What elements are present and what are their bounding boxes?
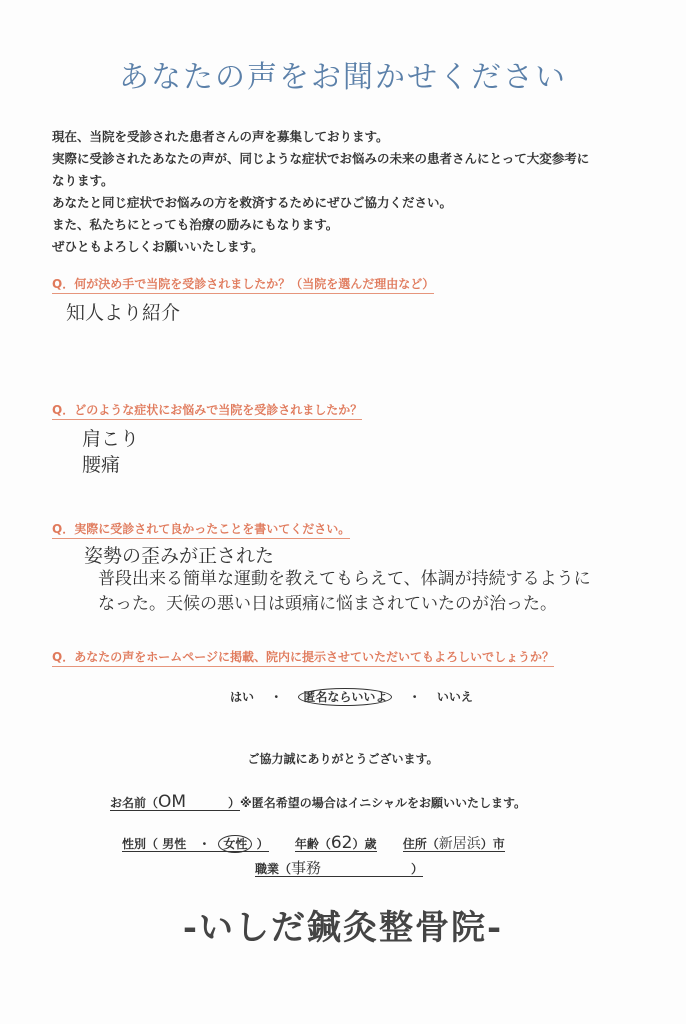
gender-male[interactable]: 男性 xyxy=(162,837,187,851)
separator: ・ xyxy=(408,690,421,704)
close-paren: ） xyxy=(411,862,424,876)
thanks-text: ご協力誠にありがとうございます。 xyxy=(247,752,439,766)
intro-line: また、私たちにとっても治療の励みにもなります。 xyxy=(52,217,339,232)
separator: ・ xyxy=(198,837,211,851)
option-yes[interactable]: はい xyxy=(230,690,255,704)
gender-row xyxy=(122,833,505,853)
option-row xyxy=(230,688,473,705)
name-field[interactable] xyxy=(110,792,241,812)
intro-line: ぜひともよろしくお願いいたします。 xyxy=(52,239,264,254)
job-row xyxy=(255,857,423,878)
answer-2-line: 肩こり xyxy=(82,428,140,450)
age-field[interactable] xyxy=(294,833,377,853)
close-paren: ） xyxy=(256,837,269,851)
job-label: 職業（ xyxy=(255,862,292,876)
job-value: 事務 xyxy=(291,859,322,877)
address-unit: ）市 xyxy=(480,837,505,851)
address-value: 新居浜 xyxy=(438,836,481,852)
gender-field[interactable] xyxy=(122,837,269,852)
intro-line: あなたと同じ症状でお悩みの方を救済するためにぜひご協力ください。 xyxy=(52,195,453,210)
answer-2-line: 腰痛 xyxy=(82,454,121,476)
gender-female-selected[interactable]: 女性 xyxy=(218,835,252,853)
question-3: Q．実際に受診されて良かったことを書いてください。 xyxy=(52,520,350,539)
answer-3-line: 姿勢の歪みが正された xyxy=(84,545,275,567)
address-field[interactable] xyxy=(403,837,505,852)
answer-1: 知人より紹介 xyxy=(66,302,181,324)
name-value: OM xyxy=(158,792,187,812)
name-note: ※匿名希望の場合はイニシャルをお願いいたします。 xyxy=(240,796,527,810)
question-4: Q．あなたの声をホームページに掲載、院内に提示させていただいてもよろしいでしょうか？ xyxy=(52,648,554,667)
age-label: 年齢（ xyxy=(294,837,331,851)
close-paren: ） xyxy=(228,796,241,810)
intro-line: 実際に受診されたあなたの声が、同じような症状でお悩みの未来の患者さんにとって大変参考に xyxy=(52,151,590,166)
age-value: 62 xyxy=(330,833,353,853)
answer-3-line: 普段出来る簡単な運動を教えてもらえて、体調が持続するように xyxy=(98,569,591,589)
name-row xyxy=(110,792,526,812)
address-label: 住所（ xyxy=(402,837,439,851)
intro-line: なります。 xyxy=(52,173,114,188)
answer-3-line: なった。天候の悪い日は頭痛に悩まされていたのが治った。 xyxy=(98,594,557,614)
clinic-name-footer: -いしだ鍼灸整骨院- xyxy=(182,908,504,948)
page-title: あなたの声をお聞かせください xyxy=(119,60,567,95)
question-2: Q．どのような症状にお悩みで当院を受診されましたか？ xyxy=(52,401,362,420)
separator: ・ xyxy=(270,690,283,704)
question-1: Q．何が決め手で当院を受診されましたか？（当院を選んだ理由など） xyxy=(52,275,434,294)
option-anonymous-selected[interactable]: 匿名ならいいよ xyxy=(298,688,392,706)
option-no[interactable]: いいえ xyxy=(436,690,473,704)
age-unit: ）歳 xyxy=(352,837,377,851)
job-field[interactable] xyxy=(255,859,424,877)
gender-label: 性別（ xyxy=(122,837,159,851)
intro-line: 現在、当院を受診された患者さんの声を募集しております。 xyxy=(52,129,389,144)
name-label: お名前（ xyxy=(110,796,159,810)
